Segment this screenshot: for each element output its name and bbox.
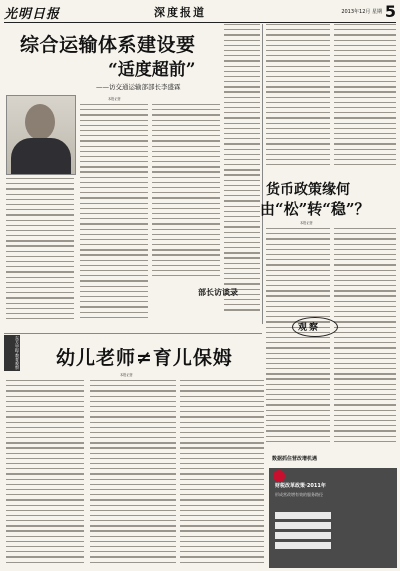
feature-headline: 综合运输体系建设要 bbox=[20, 34, 196, 56]
advertisement[interactable] bbox=[269, 468, 397, 568]
ad-subtitle: 形成营改增有效的服务路径 bbox=[275, 492, 323, 497]
money-headline-line1: 货币政策缘何 bbox=[266, 182, 350, 198]
money-body-2 bbox=[334, 228, 396, 450]
observe-stamp: 观察 bbox=[290, 317, 338, 337]
ad-row bbox=[275, 542, 331, 549]
article-body-right-2 bbox=[334, 24, 396, 174]
kindergarten-byline: 本报记者 bbox=[120, 373, 133, 377]
side-tag: 东方早报·教育观察 bbox=[4, 335, 20, 371]
issue-date: 2013年12月 星期 bbox=[341, 9, 382, 15]
article-body-col-4 bbox=[224, 24, 260, 329]
kindergarten-headline: 幼儿老师≠育儿保姆 bbox=[56, 347, 233, 369]
ad-title: 财税改革政策·2011年 bbox=[275, 483, 326, 489]
newspaper-logo: 光明日报 bbox=[4, 7, 61, 22]
article-body-top-left bbox=[6, 178, 74, 328]
masthead bbox=[4, 2, 396, 23]
money-byline: 本报记者 bbox=[300, 221, 313, 225]
interviewee-photo bbox=[6, 95, 76, 175]
feature-headline-line2: “适度超前” bbox=[108, 60, 196, 80]
money-headline-line2: 由“松”转“稳”？ bbox=[260, 200, 370, 218]
page-number: 5 bbox=[384, 2, 396, 21]
kid-body-3 bbox=[180, 380, 264, 568]
ad-badge-icon bbox=[273, 470, 285, 482]
ad-header: 数据抓住营改增机遇 bbox=[272, 456, 318, 462]
minister-interview-stamp: 部长访谈录 bbox=[198, 287, 238, 297]
kid-body-1 bbox=[6, 380, 84, 568]
kid-body-2 bbox=[90, 380, 176, 568]
column-divider bbox=[262, 24, 263, 324]
section-title: 深度报道 bbox=[154, 6, 206, 19]
feature-byline: 本报记者 bbox=[108, 97, 121, 101]
money-body-1 bbox=[266, 228, 330, 450]
article-body-col-3 bbox=[152, 104, 220, 284]
ad-row bbox=[275, 532, 331, 539]
article-body-right-1 bbox=[266, 24, 330, 174]
section-divider bbox=[4, 333, 262, 334]
ad-row bbox=[275, 522, 331, 529]
feature-deck: ——访交通运输部部长李盛霖 bbox=[96, 83, 181, 91]
ad-row bbox=[275, 512, 331, 519]
article-body-col-2 bbox=[80, 104, 148, 329]
